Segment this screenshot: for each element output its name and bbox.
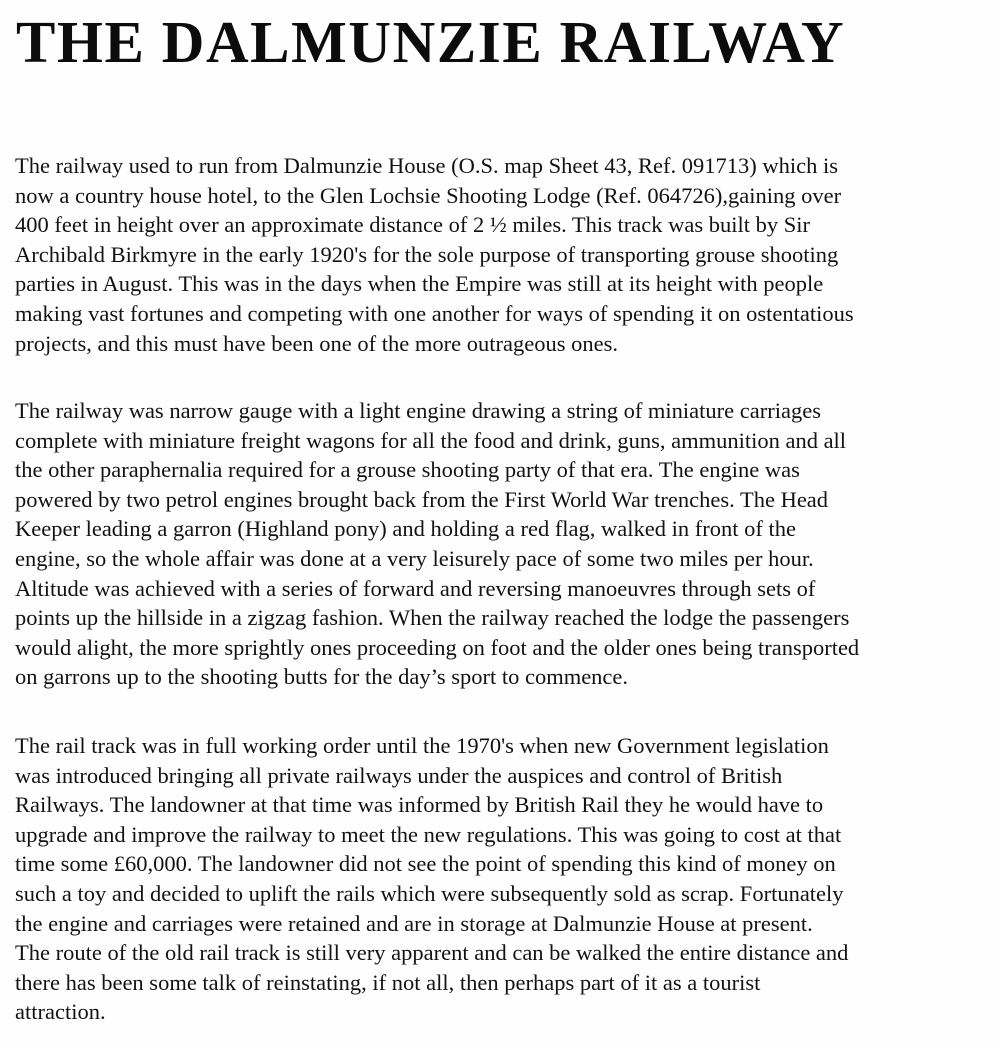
paragraph-line: points up the hillside in a zigzag fashion. When the railway reached the lodge the passengers xyxy=(15,605,850,631)
paragraph-line: time some £60,000. The landowner did not see the point of spending this kind of money on xyxy=(15,851,836,877)
paragraph-line: upgrade and improve the railway to meet the new regulations. This was going to cost at that xyxy=(15,821,842,847)
document-title: THE DALMUNZIE RAILWAY xyxy=(16,9,846,75)
paragraph-line: attraction. xyxy=(15,999,106,1025)
paragraph-line: complete with miniature freight wagons for all the food and drink, guns, ammunition and all xyxy=(15,427,847,453)
paragraph-line: parties in August. This was in the days when the Empire was still at its height with people xyxy=(15,271,824,297)
paragraph-operation xyxy=(15,396,859,692)
paragraph-line: Archibald Birkmyre in the early 1920's for the sole purpose of transporting grouse shooting xyxy=(15,241,839,267)
paragraph-line: on garrons up to the shooting butts for the day’s sport to commence. xyxy=(15,664,629,690)
paragraph-line: powered by two petrol engines brought back from the First World War trenches. The Head xyxy=(15,486,829,512)
paragraph-line: Railways. The landowner at that time was informed by British Rail they he would have to xyxy=(15,792,824,818)
paragraph-line: would alight, the more sprightly ones proceeding on foot and the older ones being transported xyxy=(15,634,860,660)
paragraph-line: now a country house hotel, to the Glen Lochsie Shooting Lodge (Ref. 064726),gaining over xyxy=(15,182,842,208)
paragraph-history xyxy=(15,151,854,358)
paragraph-line: The route of the old rail track is still very apparent and can be walked the entire distance and xyxy=(15,940,849,966)
paragraph-line: The railway was narrow gauge with a light engine drawing a string of miniature carriages xyxy=(15,398,821,423)
paragraph-line: making vast fortunes and competing with one another for ways of spending it on ostentatious xyxy=(15,300,854,326)
paragraph-line: was introduced bringing all private railways under the auspices and control of British xyxy=(15,762,783,788)
paragraph-line: The railway used to run from Dalmunzie House (O.S. map Sheet 43, Ref. 091713) which is xyxy=(15,153,838,178)
paragraph-line: Keeper leading a garron (Highland pony) and holding a red flag, walked in front of the xyxy=(15,516,796,542)
paragraph-line: Altitude was achieved with a series of forward and reversing manoeuvres through sets of xyxy=(15,575,816,601)
paragraph-line: the engine and carriages were retained and are in storage at Dalmunzie House at present. xyxy=(15,910,813,936)
paragraph-line: such a toy and decided to uplift the rails which were subsequently sold as scrap. Fortunately xyxy=(15,880,844,906)
paragraph-line: engine, so the whole affair was done at a very leisurely pace of some two miles per hour. xyxy=(15,545,814,571)
paragraph-line: there has been some talk of reinstating, if not all, then perhaps part of it as a tourist xyxy=(15,969,761,995)
paragraph-line: The rail track was in full working order until the 1970's when new Government legislation xyxy=(15,733,829,758)
paragraph-line: projects, and this must have been one of the more outrageous ones. xyxy=(15,330,618,356)
paragraph-closure xyxy=(15,731,848,1027)
paragraph-line: 400 feet in height over an approximate distance of 2 ½ miles. This track was built by Sir xyxy=(15,212,811,238)
paragraph-line: the other paraphernalia required for a grouse shooting party of that era. The engine was xyxy=(15,457,800,483)
